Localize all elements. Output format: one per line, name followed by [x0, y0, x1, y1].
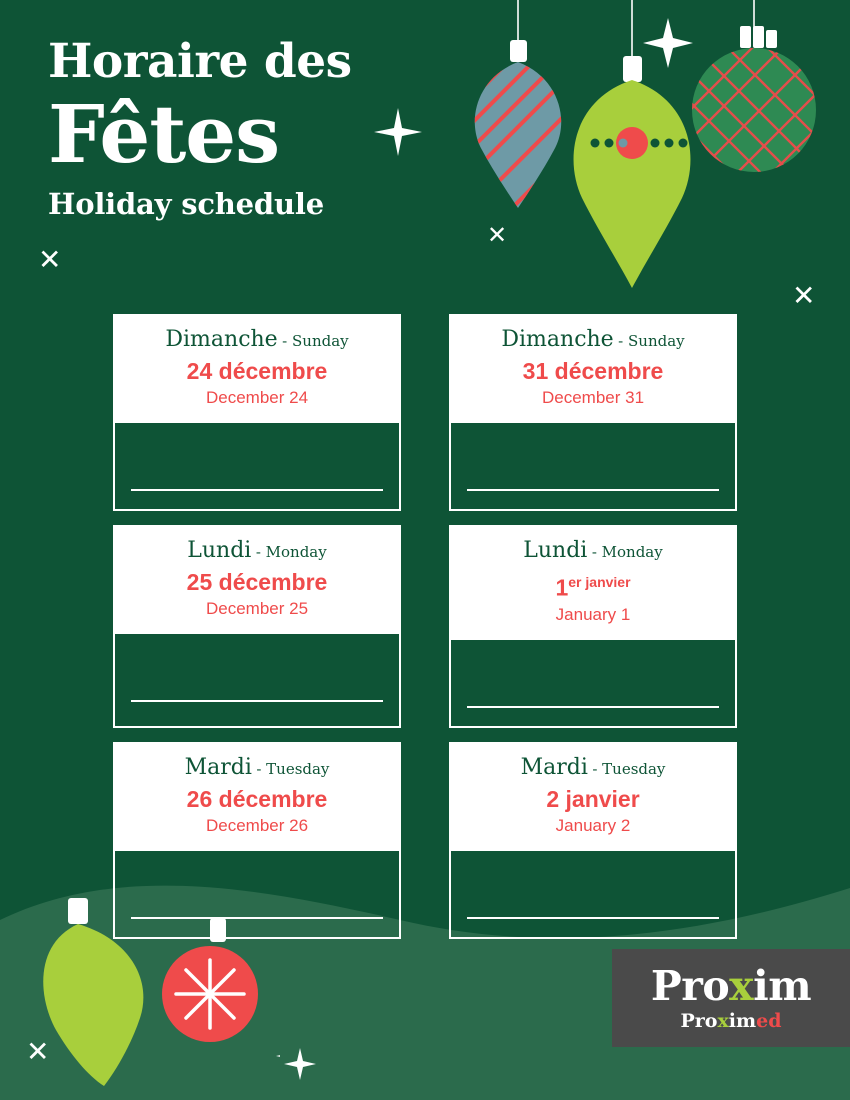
proxim-logo[interactable]	[612, 949, 850, 1047]
sparkle-icon-1: ✕	[38, 244, 62, 275]
schedule-card[interactable]	[113, 525, 401, 728]
title-block	[48, 34, 352, 222]
schedule-card[interactable]	[449, 314, 737, 511]
title-subtitle: Holiday schedule	[48, 187, 324, 221]
card-write-area[interactable]	[115, 423, 399, 509]
card-header	[451, 316, 735, 423]
card-day-line	[125, 327, 389, 355]
schedule-card-grid	[113, 314, 737, 953]
logo-pre: Pro	[650, 962, 730, 1010]
card-day-line	[461, 755, 725, 783]
logo-sub-mid: im	[728, 1010, 757, 1032]
card-row-1	[113, 314, 737, 511]
card-date-fr: 2 janvier	[546, 785, 640, 812]
card-date-fr	[461, 567, 725, 603]
write-line	[467, 489, 719, 491]
logo-post: im	[753, 962, 812, 1010]
card-date-fr-number: 1	[555, 574, 569, 601]
card-row-3	[113, 742, 737, 939]
card-day-en: - Tuesday	[592, 759, 666, 778]
write-line	[131, 489, 383, 491]
card-header	[115, 527, 399, 634]
card-day-line	[461, 327, 725, 355]
card-header	[451, 744, 735, 851]
schedule-card[interactable]	[449, 742, 737, 939]
card-header	[451, 527, 735, 640]
card-header	[115, 316, 399, 423]
card-date-en: December 24	[205, 388, 309, 407]
card-day-en: - Sunday	[282, 332, 349, 350]
ornament-group-top	[440, 0, 840, 300]
card-day-fr: Lundi	[523, 538, 588, 563]
card-day-fr: Dimanche	[165, 327, 278, 352]
card-day-line	[461, 538, 725, 566]
card-date-en: December 31	[541, 388, 645, 407]
card-date-en: January 1	[555, 604, 631, 624]
card-date-fr: 26 décembre	[186, 785, 328, 812]
card-day-en: - Monday	[255, 543, 327, 561]
card-header	[115, 744, 399, 851]
schedule-card[interactable]	[113, 742, 401, 939]
write-line	[131, 700, 383, 702]
card-day-en: - Sunday	[618, 332, 685, 350]
card-write-area[interactable]	[451, 423, 735, 509]
card-day-line	[125, 538, 389, 566]
card-write-area[interactable]	[115, 634, 399, 720]
logo-wordmark	[651, 964, 811, 1008]
logo-sub-x: x	[717, 1010, 729, 1032]
write-line	[467, 706, 719, 708]
card-date-en: December 26	[205, 815, 309, 835]
logo-x-icon: x	[729, 962, 754, 1010]
card-write-area[interactable]	[451, 640, 735, 726]
schedule-card[interactable]	[113, 314, 401, 511]
sparkle-icon-3: ✕	[792, 280, 816, 311]
write-line	[131, 917, 383, 919]
card-day-line	[125, 755, 389, 783]
card-day-en: - Tuesday	[256, 759, 330, 778]
card-date-fr: 25 décembre	[186, 569, 328, 595]
star-icon	[374, 108, 422, 156]
card-day-en: - Monday	[591, 543, 663, 561]
star-icon-bottom	[284, 1048, 316, 1080]
logo-sub-wordmark	[680, 1010, 781, 1032]
card-date-fr-suffix: er janvier	[568, 574, 631, 590]
card-day-fr: Mardi	[520, 754, 588, 780]
card-date-fr: 31 décembre	[522, 358, 664, 384]
card-day-fr: Lundi	[187, 538, 252, 563]
card-date-en: January 2	[555, 815, 631, 835]
card-date-en: December 25	[205, 599, 309, 618]
card-write-area[interactable]	[451, 851, 735, 937]
write-line	[467, 917, 719, 919]
card-row-2	[113, 525, 737, 728]
schedule-card[interactable]	[449, 525, 737, 728]
logo-sub-pre: Pro	[680, 1010, 718, 1032]
card-day-fr: Dimanche	[501, 327, 614, 352]
title-line-1: Horaire des	[48, 34, 352, 89]
title-line-2: Fêtes	[48, 87, 280, 181]
sparkle-icon-4: ✕	[26, 1036, 50, 1067]
logo-sub-ed: ed	[756, 1010, 782, 1032]
card-write-area[interactable]	[115, 851, 399, 937]
sparkle-icon-2: ✕	[487, 222, 508, 249]
card-day-fr: Mardi	[184, 754, 252, 780]
card-date-fr: 24 décembre	[186, 358, 328, 384]
